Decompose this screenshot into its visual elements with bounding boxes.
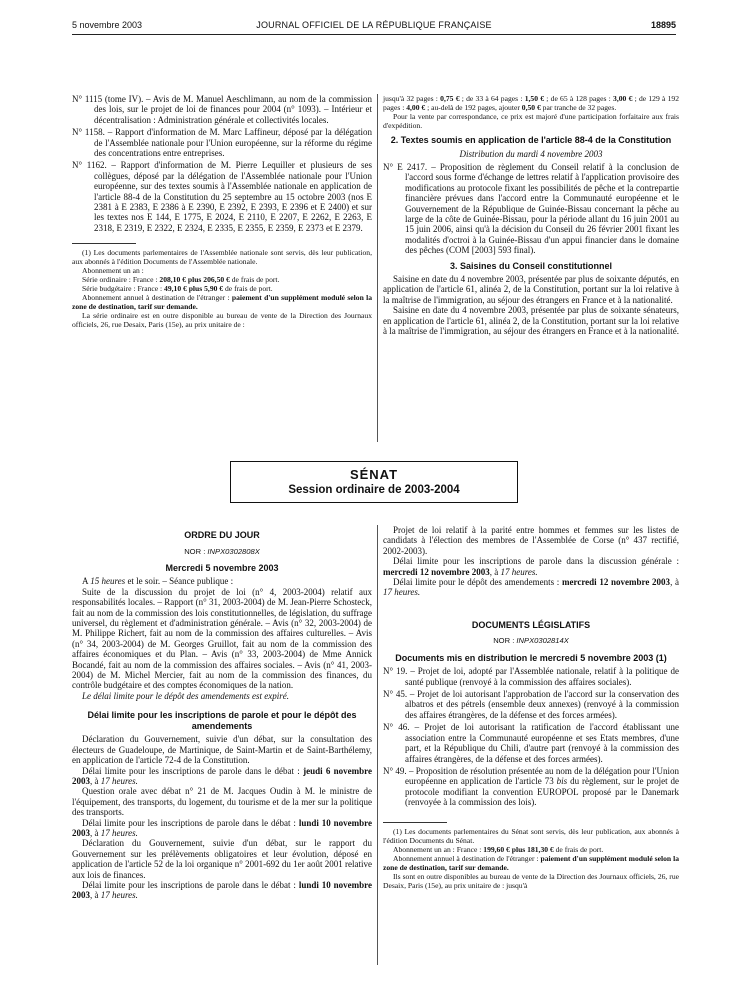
list-item: N° E 2417. – Proposition de règlement du Conseil relatif à la conclusion de l'accord sous forme d'échange de lettres relatif à l'application provisoire des modifications au protocole fixant les possibilités de pêche et la contrepartie financière prévues dans l'accord entre la Communauté européenne et le Gouvernement de la République de Guinée-Bissau concernant la pêche au large de la côte de Guinée-Bissau, pour la période allant du 16 juin 2001 au 15 juin 2006, ainsi qu'à la décision du Conseil du 26 février 2001 fixant les modalités d'octroi à la Guinée-Bissau d'un appui financier dans le domaine des pêches (COM [2003] 593 final). (383, 161, 679, 256)
senat-title: SÉNAT (349, 467, 399, 482)
list-item: N° 46. – Projet de loi autorisant la ratification de l'accord établissant une association entre la Communauté européenne et ses Etats membres, d'une part, et la République du Chili, d'autre part (renvoyé à la commission des affaires étrangères, de la défense et des forces armées). (383, 722, 679, 764)
running-header (72, 20, 676, 34)
senat-session: Session ordinaire de 2003-2004 (288, 484, 460, 496)
top-right-column (383, 94, 679, 337)
deadline-heading: Délai limite pour les inscriptions de parole et pour le dépôt des amendements (87, 710, 357, 731)
deadline-line: Délai limite pour les inscriptions de parole dans le débat : lundi 10 novembre 2003, à 17 heures. (72, 879, 372, 901)
deadline-line: Délai limite pour les inscriptions de parole dans la discussion générale : mercredi 12 novembre 2003, à 17 heures. (383, 556, 679, 577)
agenda-paragraph: Déclaration du Gouvernement, suivie d'un débat, sur le rapport du Gouvernement sur les prélèvements obligatoires et leur évolution, déposé en application de l'article 52 de la loi organique n° 2001-692 du 1er août 2001 relative aux lois de finances. (72, 838, 372, 880)
header-page-number: 18895 (650, 20, 676, 30)
header-rule (72, 34, 676, 35)
seance-line: A 15 heures et le soir. – Séance publique : (82, 576, 234, 587)
deadline-line: Délai limite pour les inscriptions de parole dans le débat : jeudi 6 novembre 2003, à 17 heures. (72, 765, 372, 786)
list-item: N° 1162. – Rapport d'information de M. Pierre Lequiller et plusieurs de ses collègues, déposé par la délégation de l'Assemblée nationale pour l'Union européenne, sur des textes soumis à l'Assemblée nationale en application de l'article 88-4 de la Constitution du 25 septembre au 15 octobre 2003 (nos E 2381 à E 2383, E 2386 à E 2390, E 2392, E 2393, E 2396 et E 2400) et sur les textes nos E 144, E 1775, E 2024, E 2110, E 2207, E 2262, E 2263, E 2318, E 2319, E 2322, E 2324, E 2335, E 2355, E 2359, E 2373 et E 2379. (72, 160, 373, 233)
nor-reference: NOR : INPX0302814X (493, 636, 569, 646)
agenda-paragraph: Question orale avec débat n° 21 de M. Jacques Oudin à M. le ministre de l'équipement, des transports, du logement, du tourisme et de la mer sur la politique des transports. (72, 786, 372, 818)
footnote-senat: (1) Les documents parlementaires du Sénat sont servis, dès leur publication, aux abonnés à l'édition Documents du Sénat. Abonnement un an : France : 199,60 € plus 181,30 € de frais de port. Abonnement annuel à destination de l'étranger : paiement d'un supplément modulé selon la zone de destination, tarif sur demande. Ils sont en outre disponibles au bureau de vente de la Direction des Journaux officiels, 26, rue Desaix, Paris (15e), au prix unitaire de : jusqu'à (383, 826, 680, 890)
nor-reference: NOR : INPX0302808X (184, 546, 260, 556)
list-item: N° 19. – Projet de loi, adopté par l'Assemblée nationale, relatif à la politique de santé publique (renvoyé à la commission des affaires sociales). (383, 666, 680, 687)
distribution-date: Distribution du mardi 4 novembre 2003 (459, 148, 603, 159)
agenda-paragraph: Déclaration du Gouvernement, suivie d'un débat, sur la consultation des électeurs de Guadeloupe, de Martinique, de Saint-Martin et de Saint-Barthélemy, en application de l'article 72-4 de la Constitution. (72, 734, 372, 766)
footnote-assemblee: (1) Les documents parlementaires de l'Assemblée nationale sont servis, dès leur publication, aux abonnés à l'édition Documents de l'Assemblée nationale. Abonnement un an : Série ordinaire : France : 208,10 € plus 206,50 € de frais de port. Série budgétaire : France : 49,10 € plus 5,90 € de frais de port. Abonnement annuel à destination de l'étranger : paiement d'un supplément modulé selon la zone de destination, tarif sur demande. La série ordinaire est en outre disponible au bureau de vente de la Direction des Journaux officiels, 26, rue Desaix, Paris (15e), au prix unitaire de : (72, 248, 373, 330)
bottom-right-column (383, 525, 679, 890)
mail-order-note: Pour la vente par correspondance, ce prix est majoré d'une participation forfaitaire aux frais d'expédition. (383, 112, 679, 130)
amendments-expired: Le délai limite pour le dépôt des amendements est expiré. (82, 690, 289, 701)
distribution-heading: Documents mis en distribution le mercredi 5 novembre 2003 (1) (395, 652, 667, 663)
deadline-line: Délai limite pour le dépôt des amendements : mercredi 12 novembre 2003, à 17 heures. (383, 577, 679, 598)
section-heading-88-4: 2. Textes soumis en application de l'article 88-4 de la Constitution (390, 135, 672, 145)
bottom-left-column (72, 525, 372, 901)
section-heading-saisines: 3. Saisines du Conseil constitutionnel (449, 260, 613, 271)
list-item: N° 49. – Proposition de résolution présentée au nom de la délégation pour l'Union européenne en application de l'article 73 bis du règlement, sur le projet de protocole modifiant la convention EUROPOL proposé par le Danemark (renvoyée à la commission des lois). (383, 765, 680, 808)
agenda-paragraph: Suite de la discussion du projet de loi (n° 4, 2003-2004) relatif aux responsabilités locales. – Rapport (n° 31, 2003-2004) de M. Jean-Pierre Schosteck, fait au nom de la commission des lois constitutionnelles, de législation, du suffrage universel, du règlement et d'administration générale. – Avis (n° 32, 2003-2004) de M. Philippe Richert, fait au nom de la commission des affaires culturelles. – Avis (n° 34, 2003-2004) de M. Georges Gruillot, fait au nom de la commission des affaires économiques et du Plan. – Avis (n° 33, 2003-2004) de Mme Annick Bocandé, fait au nom de la commission des affaires sociales. – Avis (n° 41, 2003-2004) de M. Michel Mercier, fait au nom de la commission des finances, du contrôle budgétaire et des comptes économiques de la nation. (72, 586, 372, 691)
agenda-paragraph: Projet de loi relatif à la parité entre hommes et femmes sur les listes de candidats à l'élection des membres de l'Assemblée de Corse (n° 437 rectifié, 2002-2003). (383, 525, 679, 556)
session-date-heading: Mercredi 5 novembre 2003 (165, 562, 279, 573)
top-left-column (72, 94, 372, 329)
senat-title-box (230, 461, 518, 503)
deadline-line: Délai limite pour les inscriptions de parole dans le débat : lundi 10 novembre 2003, à 17 heures. (72, 817, 372, 838)
saisine-paragraph: Saisine en date du 4 novembre 2003, présentée par plus de soixante sénateurs, en application de l'article 61, alinéa 2, de la Constitution, portant sur la loi relative à la maîtrise de l'immigration, au séjour des étrangers en France et à la nationalité. (383, 305, 680, 337)
footnote-rule (72, 243, 136, 244)
footnote-rule (383, 822, 447, 823)
saisine-paragraph: Saisine en date du 4 novembre 2003, présentée par plus de soixante députés, en application de l'article 61, alinéa 2, de la Constitution, portant sur la loi relative à la maîtrise de l'immigration, au séjour des étrangers en France et à la nationalité. (383, 274, 679, 305)
header-journal-title: JOURNAL OFFICIEL DE LA RÉPUBLIQUE FRANÇAISE (256, 20, 492, 30)
list-item: N° 45. – Projet de loi autorisant l'approbation de l'accord sur la conservation des albatros et des pétrels (ensemble deux annexes) (renvoyé à la commission des affaires étrangères, de la défense et des forces armées). (383, 689, 680, 720)
column-divider (377, 94, 378, 442)
column-divider (377, 525, 378, 965)
list-item: N° 1158. – Rapport d'information de M. Marc Laffineur, déposé par la délégation de l'Assemblée nationale pour l'Union européenne, sur la réforme du régime des concentrations entre entreprises. (72, 127, 373, 159)
documents-legislatifs-heading: DOCUMENTS LÉGISLATIFS (471, 619, 591, 630)
ordre-du-jour-heading: ORDRE DU JOUR (184, 530, 260, 540)
header-date: 5 novembre 2003 (72, 20, 143, 30)
list-item: N° 1115 (tome IV). – Avis de M. Manuel Aeschlimann, au nom de la commission des lois, sur le projet de loi de finances pour 2004 (n° 1093). – Intérieur et décentralisation : Administration générale et collectivités locales. (72, 94, 373, 125)
price-list: jusqu'à 32 pages : 0,75 € ; de 33 à 64 pages : 1,50 € ; de 65 à 128 pages : 3,00 € ; de 129 à 192 pages : 4,00 € ; au-delà de 192 pages, ajouter 0,50 € par tranche de 32 pages. (383, 94, 680, 112)
